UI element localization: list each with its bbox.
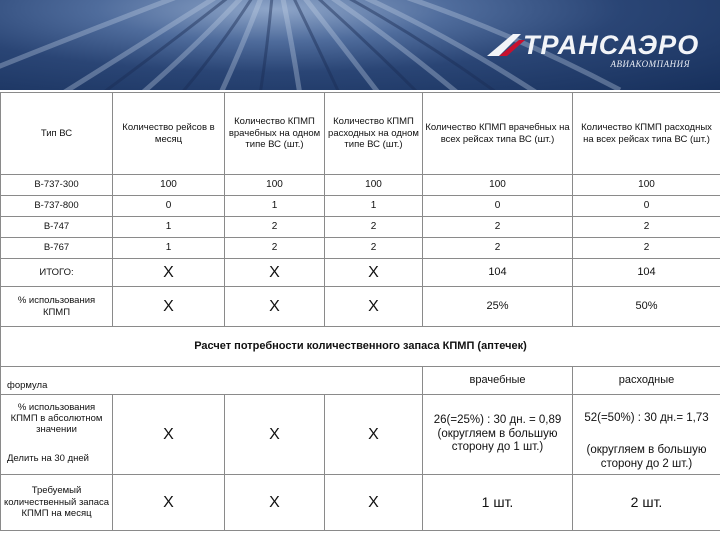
- table-cell: 0: [573, 196, 720, 217]
- table-cell: 2: [423, 217, 573, 238]
- header-banner: [0, 0, 720, 90]
- required-label: Требуемый количественный запаса КПМП на месяц: [1, 475, 113, 531]
- formula-label: формула: [1, 367, 423, 395]
- required-rash: 2 шт.: [573, 475, 720, 531]
- table-cell: 2: [225, 217, 325, 238]
- kpmp-table: [0, 92, 720, 531]
- col-header-rash-one: Количество КПМП расходных на одном типе ВС (шт.): [325, 93, 423, 175]
- col-header-rash-all: Количество КПМП расходных на всех рейсах типа ВС (шт.): [573, 93, 720, 175]
- transaero-logo: [485, 30, 700, 74]
- total-x: X: [325, 259, 423, 287]
- total-label: ИТОГО:: [1, 259, 113, 287]
- calc-x: X: [113, 395, 225, 475]
- logo-subtitle: АВИАКОМПАНИЯ: [610, 59, 690, 69]
- calc-row-abs: [1, 395, 720, 443]
- col-header-flights: Количество рейсов в месяц: [113, 93, 225, 175]
- aircraft-type: B-737-800: [1, 196, 113, 217]
- usage-x: X: [325, 287, 423, 327]
- section-title: Расчет потребности количественного запаса КПМП (аптечек): [1, 327, 720, 367]
- usage-rash: 50%: [573, 287, 720, 327]
- table-cell: 100: [113, 175, 225, 196]
- table-cell: 0: [113, 196, 225, 217]
- calc-rash-bottom: (округляем в большую сторону до 2 шт.): [573, 443, 720, 475]
- usage-vrach: 25%: [423, 287, 573, 327]
- table-cell: 1: [113, 238, 225, 259]
- calc-label-div: Делить на 30 дней: [1, 443, 113, 475]
- calc-x: X: [325, 395, 423, 475]
- table-row: [1, 217, 720, 238]
- section-row: [1, 327, 720, 367]
- required-x: X: [225, 475, 325, 531]
- table-cell: 100: [423, 175, 573, 196]
- calc-vrach: 26(=25%) : 30 дн. = 0,89 (округляем в большую сторону до 1 шт.): [423, 395, 573, 475]
- calc-rash-top: 52(=50%) : 30 дн.= 1,73: [573, 395, 720, 443]
- formula-rash: расходные: [573, 367, 720, 395]
- aircraft-type: B-747: [1, 217, 113, 238]
- table-cell: 2: [573, 238, 720, 259]
- table-cell: 1: [113, 217, 225, 238]
- required-row: [1, 475, 720, 531]
- table-cell: 2: [325, 217, 423, 238]
- usage-label: % использования КПМП: [1, 287, 113, 327]
- total-x: X: [225, 259, 325, 287]
- table-cell: 2: [225, 238, 325, 259]
- logo-wing-icon: [485, 32, 525, 58]
- total-row: [1, 259, 720, 287]
- required-x: X: [325, 475, 423, 531]
- formula-row: [1, 367, 720, 395]
- table-cell: 100: [325, 175, 423, 196]
- total-rash: 104: [573, 259, 720, 287]
- usage-x: X: [225, 287, 325, 327]
- table-cell: 0: [423, 196, 573, 217]
- col-header-vrach-all: Количество КПМП врачебных на всех рейсах типа ВС (шт.): [423, 93, 573, 175]
- table-row: [1, 196, 720, 217]
- table-row: [1, 238, 720, 259]
- calc-label-abs: [1, 395, 113, 443]
- total-vrach: 104: [423, 259, 573, 287]
- table-cell: 1: [225, 196, 325, 217]
- table-cell: 100: [225, 175, 325, 196]
- formula-vrach: врачебные: [423, 367, 573, 395]
- table-cell: 2: [573, 217, 720, 238]
- table-cell: 1: [325, 196, 423, 217]
- aircraft-type: B-767: [1, 238, 113, 259]
- aircraft-type: B-737-300: [1, 175, 113, 196]
- logo-name: ТРАНСАЭРО: [523, 30, 700, 60]
- col-header-type: Тип ВС: [1, 93, 113, 175]
- total-x: X: [113, 259, 225, 287]
- usage-x: X: [113, 287, 225, 327]
- table-cell: 2: [325, 238, 423, 259]
- required-x: X: [113, 475, 225, 531]
- header-row: [1, 93, 720, 175]
- required-vrach: 1 шт.: [423, 475, 573, 531]
- calc-x: X: [225, 395, 325, 475]
- usage-row: [1, 287, 720, 327]
- table-row: [1, 175, 720, 196]
- table-cell: 100: [573, 175, 720, 196]
- calc-label-abs-text: % использования КПМП в абсолютном значении: [10, 401, 103, 436]
- table-cell: 2: [423, 238, 573, 259]
- col-header-vrach-one: Количество КПМП врачебных на одном типе ВС (шт.): [225, 93, 325, 175]
